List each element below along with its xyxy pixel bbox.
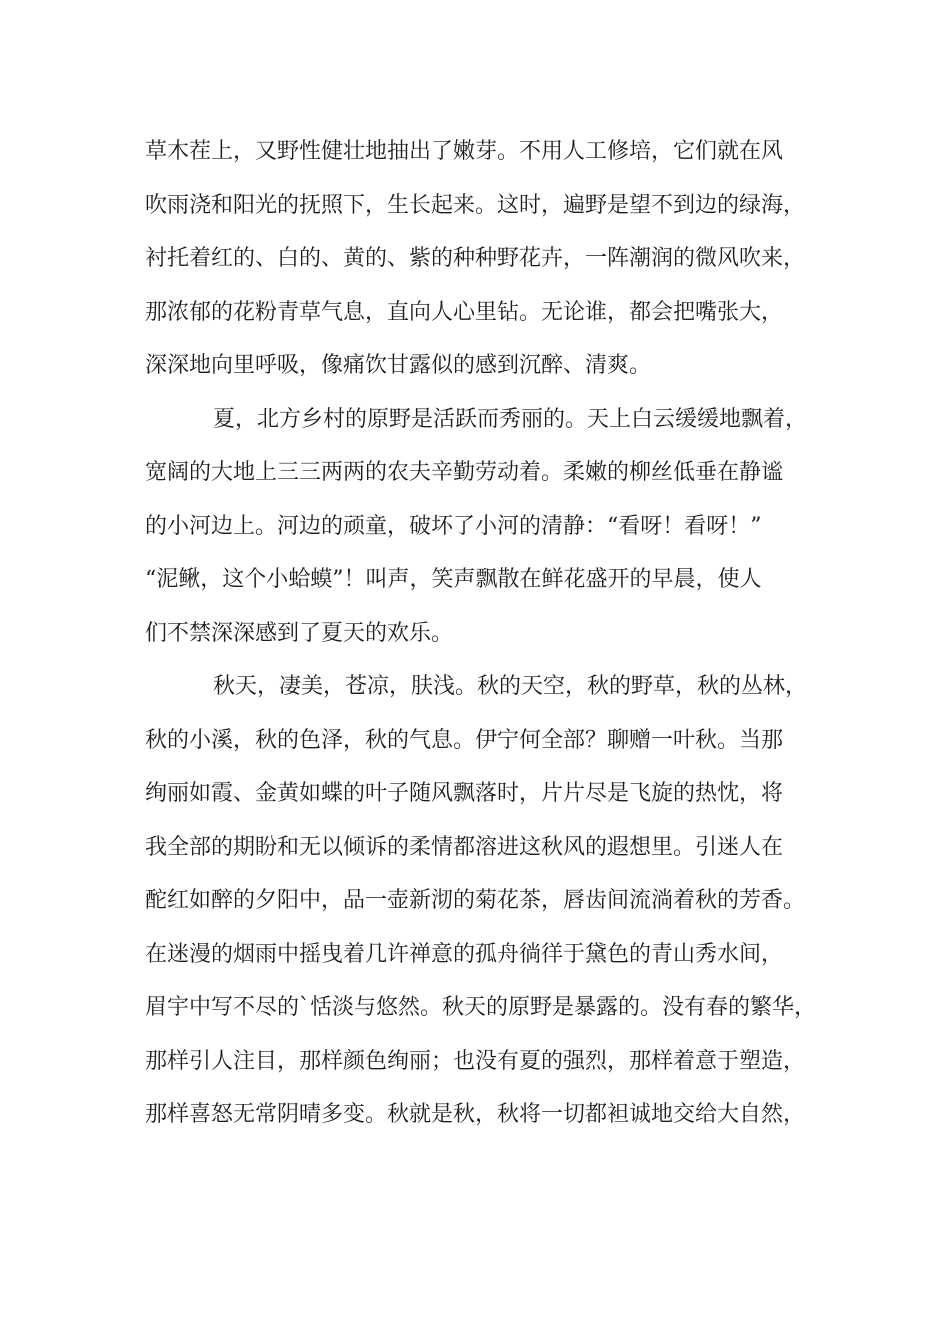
text-line: 衬托着红的、白的、黄的、紫的种种野花卉，一阵潮润的微风吹来， [145, 246, 806, 271]
text-line: 绚丽如霞、金黄如蝶的叶子随风飘落时，片片尽是飞旋的热忱，将 [145, 781, 784, 806]
text-line: 在迷漫的烟雨中摇曳着几许禅意的孤舟徜徉于黛色的青山秀水间， [145, 941, 784, 967]
text-line: 秋的小溪，秋的色泽，秋的气息。伊宁何全部？聊赠一叶秋。当那 [145, 727, 784, 753]
text-line: 深深地向里呼吸，像痛饮甘露似的感到沉醉、清爽。 [145, 353, 652, 378]
paragraph-start-line: 秋天，凄美，苍凉，肤浅。秋的天空，秋的野草，秋的丛林， [213, 674, 808, 699]
text-line: 那样引人注目，那样颜色绚丽；也没有夏的强烈，那样着意于塑造， [145, 1048, 806, 1074]
text-line: 那浓郁的花粉青草气息，直向人心里钻。无论谁，都会把嘴张大， [145, 299, 784, 325]
text-line: 们不禁深深感到了夏天的欢乐。 [145, 620, 454, 646]
text-line: 宽阔的大地上三三两两的农夫辛勤劳动着。柔嫩的柳丝低垂在静谧 [145, 460, 784, 485]
text-line: 草木茬上，又野性健壮地抽出了嫩芽。不用人工修培，它们就在风 [145, 139, 784, 164]
text-line: 吹雨浇和阳光的抚照下，生长起来。这时，遍野是望不到边的绿海， [145, 192, 806, 218]
text-line: 酡红如醉的夕阳中，品一壶新沏的菊花茶，唇齿间流淌着秋的芳香。 [145, 888, 806, 913]
body-text [145, 130, 825, 1147]
text-line: 眉宇中写不尽的`恬淡与悠然。秋天的原野是暴露的。没有春的繁华， [145, 995, 817, 1020]
text-line: 我全部的期盼和无以倾诉的柔情都溶进这秋风的遐想里。引迷人在 [145, 834, 784, 860]
text-line: “泥鳅，这个小蛤蟆”！叫声，笑声飘散在鲜花盛开的早晨，使人 [145, 567, 762, 592]
text-line: 那样喜怒无常阴晴多变。秋就是秋，秋将一切都袒诚地交给大自然， [145, 1102, 806, 1127]
paragraph-start-line: 夏，北方乡村的原野是活跃而秀丽的。天上白云缓缓地飘着， [213, 406, 808, 432]
text-line: 的小河边上。河边的顽童，破坏了小河的清静：“看呀！看呀！” [145, 513, 762, 539]
